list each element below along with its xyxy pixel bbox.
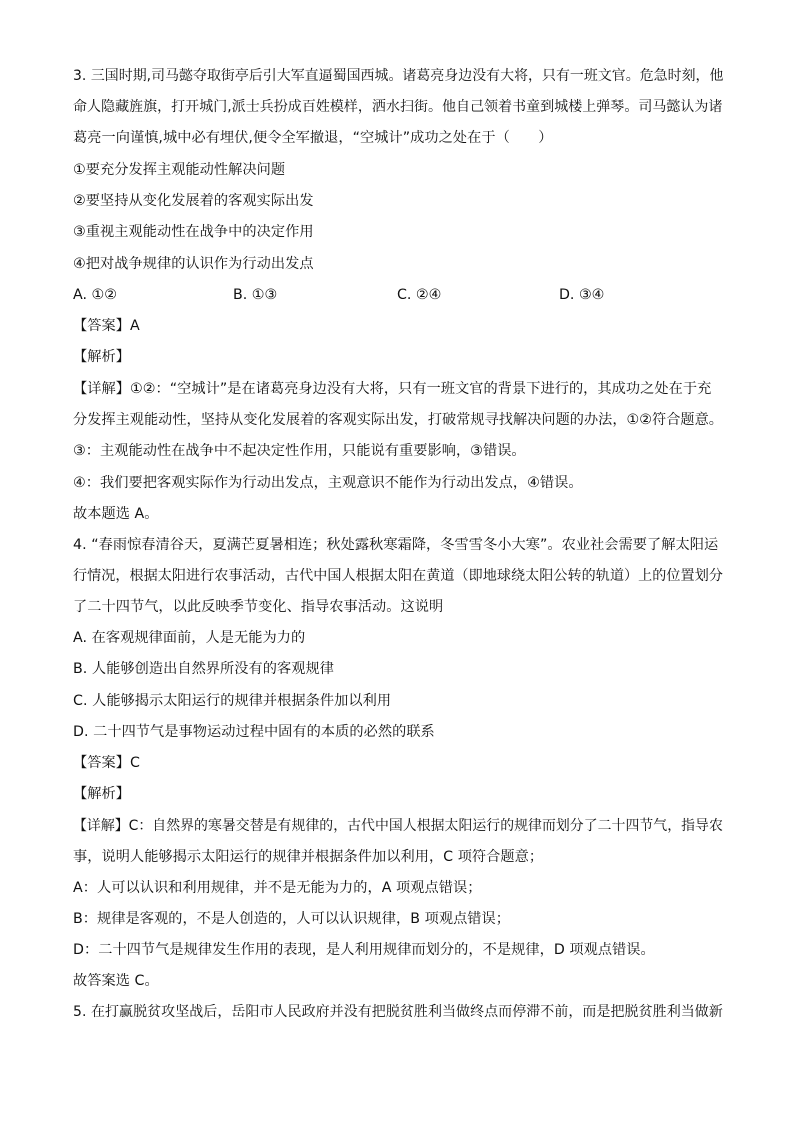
q4-analysis-line: D：二十四节气是规律发生作用的表现，是人利用规律而划分的，不是规律，D 项观点错误。 <box>73 942 655 958</box>
q3-analysis-line: 【详解】①②：“空城计”是在诸葛亮身边没有大将，只有一班文官的背景下进行的，其成功之处在于充 <box>73 381 712 397</box>
q3-analysis-line: ④：我们要把客观实际作为行动出发点，主观意识不能作为行动出发点，④错误。 <box>73 475 583 491</box>
q4-answer: 【答案】C <box>73 755 140 771</box>
q3-analysis-line: 分发挥主观能动性，坚持从变化发展着的客观实际出发，打破常规寻找解决问题的办法，①②符合题意。 <box>73 412 723 428</box>
q4-analysis-line: A：人可以认识和利用规律，并不是无能为力的，A 项观点错误； <box>73 880 482 896</box>
q3-item: ④把对战争规律的认识作为行动出发点 <box>73 256 314 272</box>
q3-item: ①要充分发挥主观能动性解决问题 <box>73 162 286 178</box>
q3-option-d: D. ③④ <box>559 287 605 303</box>
q3-stem-line: 3. 三国时期,司马懿夺取街亭后引大军直逼蜀国西城。诸葛亮身边没有大将，只有一班文官。危急时刻，他 <box>73 68 724 84</box>
q3-options <box>73 285 723 305</box>
q3-analysis-heading: 【解析】 <box>73 349 130 365</box>
q4-stem-line: 了二十四节气，以此反映季节变化、指导农事活动。这说明 <box>73 599 444 615</box>
q4-analysis-line: 【详解】C：自然界的寒暑交替是有规律的，古代中国人根据太阳运行的规律而划分了二十四节气，指导农 <box>73 818 723 834</box>
q4-option-c: C. 人能够揭示太阳运行的规律并根据条件加以利用 <box>73 693 392 709</box>
q4-option-a: A. 在客观规律面前，人是无能为力的 <box>73 630 306 646</box>
q3-item: ③重视主观能动性在战争中的决定作用 <box>73 224 314 240</box>
q3-analysis-line: ③：主观能动性在战争中不起决定性作用，只能说有重要影响，③错误。 <box>73 443 526 459</box>
q3-stem-line: 葛亮一向谨慎,城中必有埋伏,便令全军撤退，“空城计”成功之处在于（ ） <box>73 130 553 146</box>
q3-answer: 【答案】A <box>73 318 140 334</box>
q3-option-a: A. ①② <box>73 287 117 303</box>
q5-stem-line: 5. 在打赢脱贫攻坚战后，岳阳市人民政府并没有把脱贫胜利当做终点而停滞不前，而是把脱贫胜利当做新 <box>73 1004 723 1020</box>
q4-stem-line: 4. “春雨惊春清谷天，夏满芒夏暑相连；秋处露秋寒霜降，冬雪雪冬小大寒”。农业社会需要了解太阳运 <box>73 537 719 553</box>
q4-conclusion: 故答案选 C。 <box>73 973 159 989</box>
q4-analysis-line: 事，说明人能够揭示太阳运行的规律并根据条件加以利用，C 项符合题意； <box>73 849 544 865</box>
q4-analysis-line: B：规律是客观的，不是人创造的，人可以认识规律，B 项观点错误； <box>73 911 511 927</box>
q4-analysis-heading: 【解析】 <box>73 786 130 802</box>
q4-option-b: B. 人能够创造出自然界所没有的客观规律 <box>73 661 334 677</box>
q3-conclusion: 故本题选 A。 <box>73 506 159 522</box>
q4-stem-line: 行情况，根据太阳进行农事活动，古代中国人根据太阳在黄道（即地球绕太阳公转的轨道）上的位置划分 <box>73 568 723 584</box>
q3-option-c: C. ②④ <box>397 287 442 303</box>
q3-stem-line: 命人隐藏旌旗，打开城门,派士兵扮成百姓模样，洒水扫街。他自己领着书童到城楼上弹琴。司马懿认为诸 <box>73 99 723 115</box>
q3-option-b: B. ①③ <box>233 287 278 303</box>
q4-option-d: D. 二十四节气是事物运动过程中固有的本质的必然的联系 <box>73 724 435 740</box>
q3-item: ②要坚持从变化发展着的客观实际出发 <box>73 193 314 209</box>
